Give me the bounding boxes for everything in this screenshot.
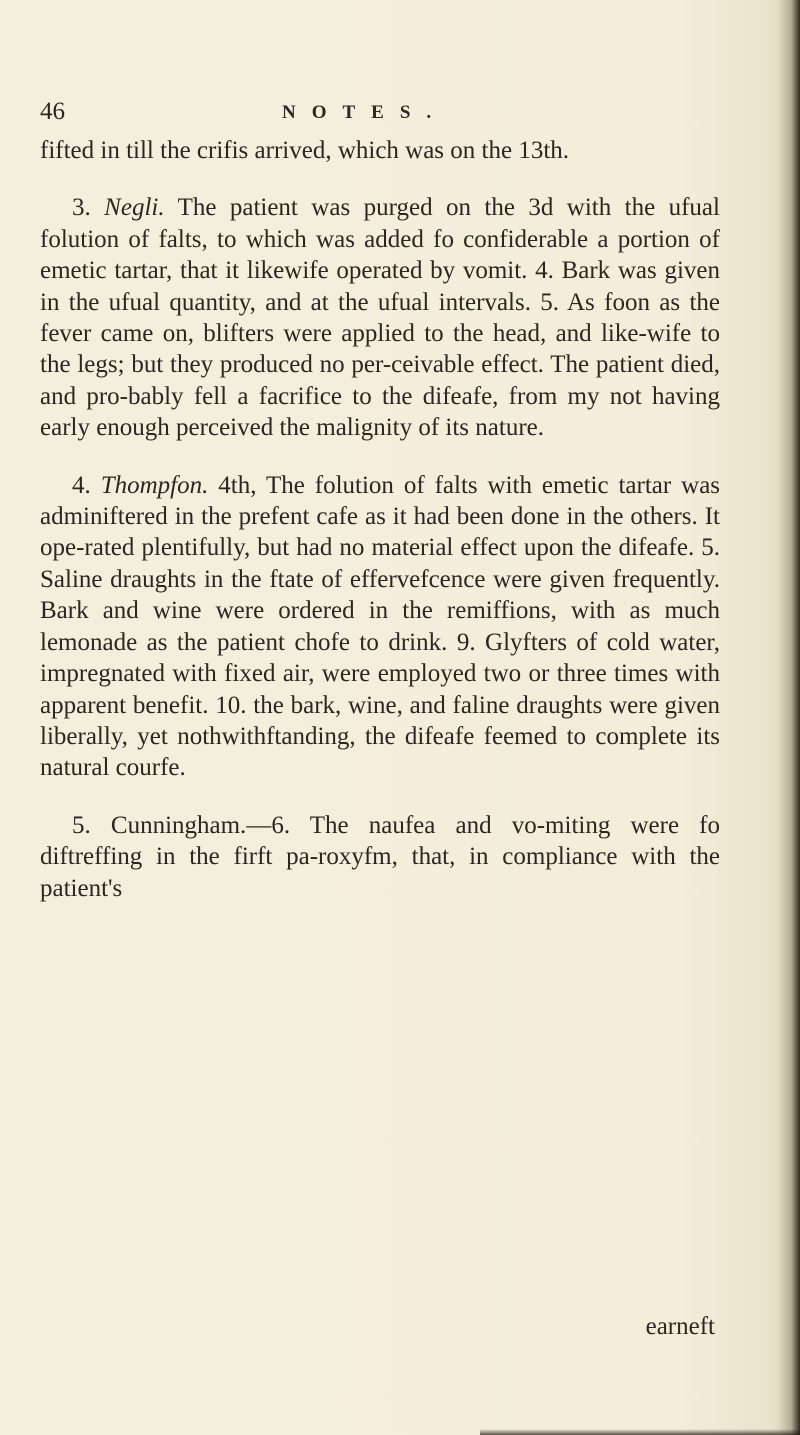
running-head: NOTES. — [282, 102, 448, 123]
body-text — [40, 135, 720, 904]
page-bottom-edge — [480, 1429, 800, 1435]
paragraph-text: 4th, The folution of falts with emetic tartar was adminiftered in the prefent cafe as it had been done in the others. It ope-rated plentifully, but had no material effect upon the difeafe. 5. Saline draughts in the ftate of effervefcence were given frequently. Bark and wine were ordered in the remiffions, with as much lemonade as the patient chofe to drink. 9. Glyfters of cold water, impregnated with fixed air, were employed two or three times with apparent benefit. 10. the bark, wine, and faline draughts were given liberally, yet nothwithftanding, the difeafe feemed to complete its natural courfe. — [40, 471, 721, 782]
paragraph-text: —6. The naufea and vo-miting were fo diftreffing in the firft pa-roxyfm, that, in compliance with the patient's — [40, 811, 720, 902]
gutter-shadow — [778, 0, 800, 1435]
patient-name: Thompfon. — [100, 471, 209, 499]
paragraph-negli — [40, 192, 720, 443]
patient-name: Negli. — [104, 194, 165, 222]
paragraph-continuation: fifted in till the crifis arrived, which was on the 13th. — [40, 137, 570, 164]
patient-name: Cunningham. — [110, 811, 247, 839]
note-number: 5. — [72, 811, 91, 839]
paragraph-thompson — [40, 470, 720, 784]
catchword: earneft — [645, 1313, 715, 1340]
page-number: 46 — [40, 98, 65, 125]
page-header — [40, 98, 740, 128]
paragraph-cunningham — [40, 810, 720, 904]
note-number: 3. — [72, 194, 91, 222]
note-number: 4. — [72, 471, 91, 499]
paragraph-text: The patient was purged on the 3d with the ufual folution of falts, to which was added fo confiderable a portion of emetic tartar, that it likewife operated by vomit. 4. Bark was given in the ufual quantity, and at the ufual intervals. 5. As foon as the fever came on, blifters were applied to the head, and like-wife to the legs; but they produced no per-ceivable effect. The patient died, and pro-bably fell a facrifice to the difeafe, from my not having early enough perceived the malignity of its nature. — [40, 194, 720, 442]
